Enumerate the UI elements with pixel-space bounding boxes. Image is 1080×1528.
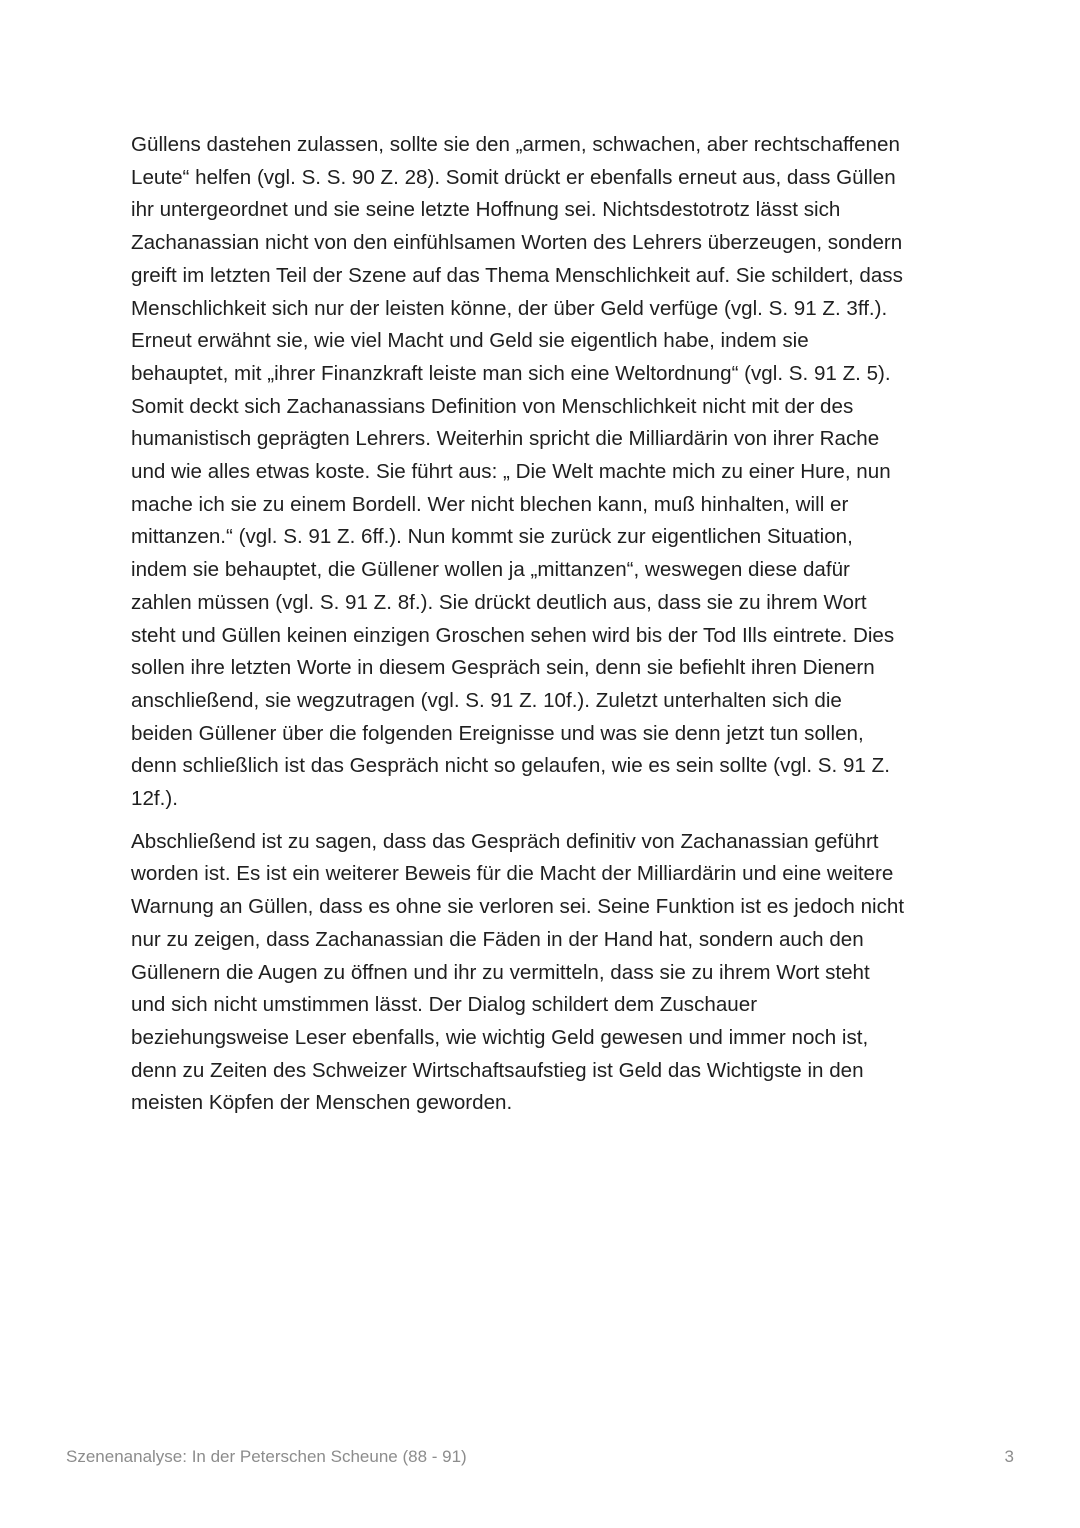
text-line: Warnung an Güllen, dass es ohne sie verloren sei. Seine Funktion ist es jedoch nicht [131, 895, 905, 919]
text-line: steht und Güllen keinen einzigen Groschen sehen wird bis der Tod Ills eintrete. Dies [131, 623, 895, 647]
page-footer [66, 1447, 1014, 1473]
text-line: Menschlichkeit sich nur der leisten könne, der über Geld verfüge (vgl. S. 91 Z. 3ff.). [131, 296, 888, 320]
text-line: ihr untergeordnet und sie seine letzte Hoffnung sei. Nichtsdestotrotz lässt sich [131, 198, 841, 222]
text-line: denn zu Zeiten des Schweizer Wirtschaftsaufstieg ist Geld das Wichtigste in den [131, 1058, 864, 1082]
text-line: beziehungsweise Leser ebenfalls, wie wichtig Geld gewesen und immer noch ist, [131, 1025, 869, 1049]
paragraph-analysis [131, 129, 953, 816]
text-line: meisten Köpfen der Menschen geworden. [131, 1091, 513, 1115]
paragraph-conclusion [131, 826, 953, 1120]
text-line: indem sie behauptet, die Güllener wollen ja „mittanzen“, weswegen diese dafür [131, 558, 850, 582]
text-line: 12f.). [131, 787, 178, 811]
text-line: Güllens dastehen zulassen, sollte sie den „armen, schwachen, aber rechtschaffenen [131, 133, 900, 156]
text-line: mache ich sie zu einem Bordell. Wer nicht blechen kann, muß hinhalten, will er [131, 492, 849, 516]
text-line: und wie alles etwas koste. Sie führt aus: „ Die Welt machte mich zu einer Hure, nun [131, 460, 891, 484]
text-line: behauptet, mit „ihrer Finanzkraft leiste man sich eine Weltordnung“ (vgl. S. 91 Z. 5). [131, 361, 891, 385]
text-line: Somit deckt sich Zachanassians Definition von Menschlichkeit nicht mit der des [131, 394, 854, 418]
text-line: Erneut erwähnt sie, wie viel Macht und Geld sie eigentlich habe, indem sie [131, 329, 809, 353]
text-line: beiden Güllener über die folgenden Ereignisse und was sie denn jetzt tun sollen, [131, 721, 864, 745]
text-line: humanistisch geprägten Lehrers. Weiterhin spricht die Milliardärin von ihrer Rache [131, 427, 880, 451]
text-line: zahlen müssen (vgl. S. 91 Z. 8f.). Sie drückt deutlich aus, dass sie zu ihrem Wort [131, 590, 867, 614]
text-line: Zachanassian nicht von den einfühlsamen Worten des Lehrers überzeugen, sondern [131, 231, 903, 255]
page-number: 3 [1004, 1447, 1014, 1466]
text-line: Abschließend ist zu sagen, dass das Gespräch definitiv von Zachanassian geführt [131, 829, 879, 853]
text-line: worden ist. Es ist ein weiterer Beweis für die Macht der Milliardärin und eine weitere [131, 862, 894, 886]
text-line: sollen ihre letzten Worte in diesem Gespräch sein, denn sie befiehlt ihren Dienern [131, 656, 875, 680]
document-body [131, 129, 953, 1130]
text-line: und sich nicht umstimmen lässt. Der Dialog schildert dem Zuschauer [131, 993, 758, 1017]
text-line: anschließend, sie wegzutragen (vgl. S. 91 Z. 10f.). Zuletzt unterhalten sich die [131, 688, 842, 712]
text-line: nur zu zeigen, dass Zachanassian die Fäden in der Hand hat, sondern auch den [131, 927, 864, 951]
text-line: Leute“ helfen (vgl. S. S. 90 Z. 28). Somit drückt er ebenfalls erneut aus, dass Güllen [131, 165, 896, 189]
text-line: mittanzen.“ (vgl. S. 91 Z. 6ff.). Nun kommt sie zurück zur eigentlichen Situation, [131, 525, 853, 549]
text-line: greift im letzten Teil der Szene auf das Thema Menschlichkeit auf. Sie schildert, dass [131, 263, 903, 287]
text-line: denn schließlich ist das Gespräch nicht so gelaufen, wie es sein sollte (vgl. S. 91 Z. [131, 754, 890, 778]
footer-title: Szenenanalyse: In der Peterschen Scheune (88 - 91) [66, 1447, 467, 1466]
text-line: Güllenern die Augen zu öffnen und ihr zu vermitteln, dass sie zu ihrem Wort steht [131, 960, 870, 984]
